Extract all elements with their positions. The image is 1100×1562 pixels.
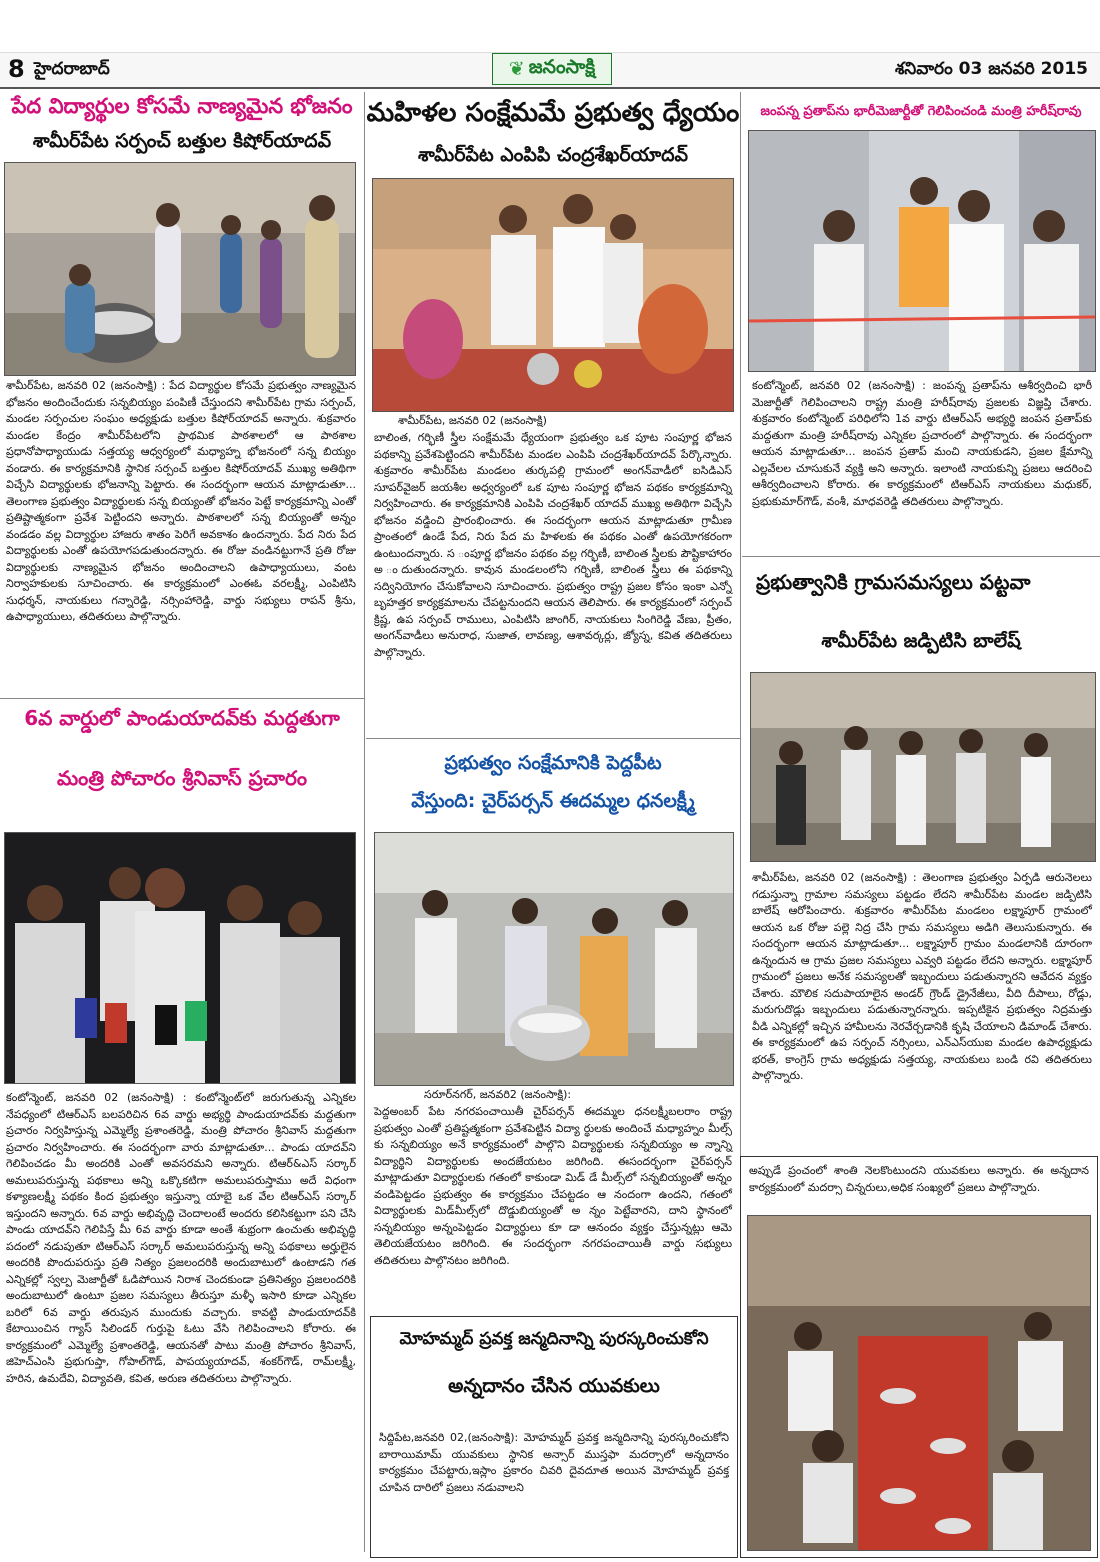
masthead: [0, 52, 1100, 89]
photo-school-meal: [4, 162, 356, 376]
article-body: శామీర్‌పేట, జనవరి 02 (జనంసాక్షి) : తెలంగాణ ప్రభుత్వం ఏర్పడి ఆరునెలలు గడుస్తున్నా గ్రామాల సమస్యలు పట్టడం లేదని శామీర్‌పేట మండల జడ్పిటిసి బాలేష్ ఆరోపించారు. శుక్రవారం శామీర్‌పేట మండలం లక్ష్మాపూర్ గ్రామంలో ఆయన ఒక రోజు పల్లె నిద్ర చేసి గ్రామ సమస్యలు అడిగి తెలుసుకున్నారు. ఈ సందర్భంగా ఆయన మాట్లాడుతూ... లక్ష్మాపూర్ గ్రామం మండలానికి దూరంగా ఉన్నందున ఆ గ్రామ ప్రజల సమస్యలు ఎవ్వరి పట్టడం లేదని అన్నారు. లక్ష్మాపూర్ గ్రామంలో ప్రజలు అనేక సమస్యలతో ఇబ్బందులు పడుతున్నారని ఆవేదన వ్యక్తం చేశారు. మౌలిక సదుపాయాలైన అండర్ గ్రౌండ్ డ్రైనేజీలు, వీది దీపాలు, రోడ్లు, మరుగుదొడ్లు ఇబ్బందులు పడుతున్నారన్నారు. ఇప్పటికైన ప్రభుత్వం నిద్రమత్తు వీడి ఎన్నికల్లో ఇచ్చిన హామీలను నెరవేర్చడానికి కృషి చేయాలని డిమాండ్ చేశారు. ఈ కార్యక్రమంలో ఉప సర్పంచ్ నర్సింలు, ఎన్ఎస్‌యుఐ మండల ఉపాధ్యక్షుడు భరత్, కాంగ్రెస్ గ్రామ అధ్యక్షుడు సత్తయ్య, నాయకులు బండి రవి తదితరులు పాల్గొన్నారు.: [752, 871, 1092, 1082]
edition-city: హైదరాబాద్: [34, 59, 110, 79]
photo-ribbon-cutting: [748, 130, 1096, 372]
story-box: [740, 1156, 1098, 1558]
article-body: సిద్దిపేట,జనవరి 02,(జనంసాక్షి): మోహమ్మద్ ప్రవక్త జన్మదినాన్ని పురస్కరించుకోని బారాయిమామ్ యువకులు స్థానిక అన్సార్ ముస్తఫా మదర్సాలో అన్నదానం కార్యక్రమం చేపట్టారు,ఇస్లాం ప్రకారం చివరి దైవదూత అయిన మోహమ్మద్ ప్రవక్త చూపిన దారిలో ప్రజలు నడువాలని: [379, 1431, 729, 1494]
subheadline: శామీర్‌పేట జడ్పిటిసి బాలేష్: [821, 630, 1021, 652]
photo-anganwadi-meal: [372, 178, 734, 412]
column-divider: [364, 92, 365, 1552]
article-body: బాలింత, గర్భిణీ స్త్రీల సంక్షేమమే ధ్యేయంగా ప్రభుత్వం ఒక పూట సంపూర్ణ భోజన పథకాన్ని ప్రవేశపెట్టిందని శామీర్‌పేట మండల ఎంపిపి చంద్రశేఖర్‌యాదవ్ పేర్కొన్నారు. శుక్రవారం శామీర్‌పేట మండలం తుర్కపల్లి గ్రామంలో అంగన్‌వాడీలో ఐసిడిఎస్ సూపర్‌వైజర్ జయశీల అధ్వర్యంలో ఒక పూట సంపూర్ణ భోజన పథకం కార్యక్రమాన్ని నిర్వహించారు. ఈ కార్యక్రమానికి ఎంపిపి చంద్రశేఖర్ యాదవ్ ముఖ్య అతిథిగా విచ్చేసి భోజనం వడ్డించి ప్రారంభించారు. ఈ సందర్భంగా ఆయన మాట్లాడుతూ గ్రామీణ ప్రాంతంలో ఉండే పేద, నిరు పేద మ హిళలకు ఈ పథకం ఎంతో ఉపయోగకరంగా ఉంటుందన్నారు. స ంపూర్ణ భోజనం పథకం వల్ల గర్భిణీ, బాలింత స్త్రీలకు పౌష్టికాహారం అ ందుతుందన్నారు. కావున మండలంలోని గర్భిణీ, బాలింత స్త్రీలు ఈ పథకాన్ని సద్వినియోగం చేసుకోవాలని సూచించారు. ప్రభుత్వం రాష్ట్ర ప్రజల కోసం ఇంకా ఎన్నో బృహత్తర కార్యక్రమాలను చేపట్టనుందని ఆయన తెలిపారు. ఈ కార్యక్రమంలో సర్పంచ్ క్రిష్ణ, ఉప సర్పంచ్ రాములు, ఎంపిటిసి జాంగిర్, నాయకులు సింగిరెడ్డి వేణు, ప్రీతం, అంగన్‌వాడీలు అనురాధ, సుజాత, లావణ్య, ఆశావర్కర్లు, జ్యోస్న, కవిత తదితరులు పాల్గొన్నారు.: [374, 431, 732, 659]
story-divider: [742, 556, 1100, 557]
headline: ప్రభుత్వం సంక్షేమానికి పెద్దపీట: [444, 752, 662, 774]
logo-text: జనంసాక్షి: [528, 55, 596, 78]
article-body: అప్పుడే ప్రంచంలో శాంతి నెలకొంటుందని యువకులు అన్నారు. ఈ అన్నదాన కార్యక్రమంలో మదర్సా చిన్నరులు,అధిక సంఖ్యలో ప్రజలు పాల్గొన్నారు.: [749, 1164, 1089, 1194]
subheadline: అన్నదానం చేసిన యువకులు: [448, 1375, 660, 1397]
subheadline: శామీర్‌పేట సర్పంచ్ బత్తుల కిషోర్‌యాదవ్: [32, 130, 332, 152]
headline: 6వ వార్డులో పాండుయాదవ్‌కు మద్దతుగా: [24, 706, 340, 730]
article-body: కంటోన్మెంట్, జనవరి 02 (జనంసాక్షి) : కంటోన్మెంట్‌లో జరుగుతున్న ఎన్నికల నేపధ్యంలో టిఆర్ఎస్ బలపరిచిన 6వ వార్డు అభ్యర్థి పాండుయాదవ్‌కు మద్దతుగా ప్రచారం నిర్వహిస్తున్న ఎమ్మెల్యే ప్రశాంతరెడ్డి, మంత్రి పోచారం శ్రీనివాస్ మద్దతుగా ప్రచారం నిర్వహించారు. ఈ సందర్భంగా వారు మాట్లాడుతూ... పాండు యాదవ్‌ని గెలిపించడం మీ అందరికి ఎంతో అవసరమని అన్నారు. టిఆర్&ఎస్ సర్కార్ అమలుపరుస్తున్న పథకాలు అన్ని ఒక్కొకటిగా అమలుపరుస్తాము అదే విధంగా కళ్యాణలక్ష్మీ పథకం కింద ప్రభుత్వం ఇస్తున్నా యాబై ఒక వేల టిఆర్ఎస్ సర్కార్ ఇస్తుందని అన్నారు. 6వ వార్డు అభివృద్ధి చెందాలంటే అందరు కలిసికట్టుగా పని చేసి పాండు యాదవ్‌ని గెలిపిస్తే మీ 6వ వార్డు కూడా అంతే శుభ్రంగా ఉంచుతు అభివృద్ధి పదంలో నడుపుతూ టిఆర్ఎస్ సర్కార్ అమలుపరుస్తున్న అన్ని పథకాలు అర్హులైన అందరికి పొందుపరుస్తు ప్రతి నిత్యం ప్రజలందరికి అందుబాటులో ఉంటాడని గత ఎన్నికల్లో స్వల్ప మెజార్టీతో ఓడిపోయిన నిరాశ చెందకుండా ప్రతినిత్యం ప్రజలందరికి అందుబాటులో ఉంటూ ప్రజల సమస్యలు తీరుస్తూ మళ్ళీ ఇసారి కూడా ఎన్నికల బరిలో 6వ వార్డు తరుపున ముందుకు వచ్చారు. కావట్టి పాండుయాదవ్‌కి కేటాయించిన గ్యాస్ సిలిండర్ గుర్తుపై ఓటు వేసి గెలిపించాలని కోరారు. ఈ కార్యక్రమంలో ఎమ్మెల్యే ప్రశాంతరెడ్డి, ఆయనతో పాటు మంత్రి పోచారం శ్రీనివాస్, జిహెచ్ఎంసి ప్రభుగుప్తా, గోపాల్‌గౌడ్, పాపయ్యయాదవ్, శంకర్‌గౌడ్, రామ్‌లక్ష్మీ, హరిన, ఉమదేవి, విద్యావతి, కవిత, అరుణ తదితరులు పాల్గొన్నారు.: [6, 1091, 356, 1385]
story-divider: [0, 698, 364, 699]
newspaper-logo: [492, 53, 612, 85]
story-box: [370, 1316, 738, 1558]
headline: వేస్తుంది: చైర్‌పర్సన్ ఈదమ్మల ధనలక్ష్మీ: [411, 790, 695, 812]
photo-caption: శామీర్‌పేట, జనవరి 02 (జనంసాక్షి): [398, 414, 547, 427]
article-body: శామీర్‌పేట, జనవరి 02 (జనంసాక్షి) : పేద విద్యార్థుల కోసమే ప్రభుత్వం నాణ్యమైన భోజనం అందించేందుకు సన్నబియ్యం పంపిణీ చేస్తుందని శామీర్‌పేట గ్రామ సర్పంచ్, మండల సర్పంచుల సంఘం అధ్యక్షుడు బత్తుల కిషోర్‌యాదవ్ అన్నారు. శుక్రవారం మండల కేంద్రం శామీర్‌పేటలోని ప్రాథమిక పాఠశాలలో ఆ పాఠశాల ప్రధానోపాధ్యాయుడు సత్తయ్య ఆధ్వర్యంలో మధ్యాహ్న భోజనంలో సన్న బియ్యం వండారు. ఈ కార్యక్రమానికి స్థానిక సర్పంచ్ బత్తుల కిషోర్‌యాదవ్ ముఖ్య అతిథిగా విచ్చేసి విద్యార్థులకు భోజనాన్ని పెట్టారు. ఈ సందర్భంగా ఆయన మాట్లాడుతూ... తెలంగాణ ప్రభుత్వం విద్యార్థులకు సన్న బియ్యంతో భోజనం పెట్టే కార్యక్రమాన్ని ఎంతో ప్రతిష్టాత్మకంగా ప్రవేశ పెట్టిందని అన్నారు. పాఠశాలలో సన్న బియ్యంతో అన్నం వండడం వల్ల విద్యార్థుల హాజరు శాతం పెరిగే అవకాశం ఉందన్నారు. పేద నిరు పేద విద్యార్థులకు ఎంతో ఉపయోగపడుతుందన్నారు. ఈ రోజు వండినట్టుగానే ప్రతి రోజు విద్యార్థులకు నాణ్యమైన భోజనం అందించాలని ఉపాధ్యాయులు, వంట నిర్వాహకులకు సూచించారు. ఈ కార్యక్రమంలో ఎంఈఓ వరలక్ష్మీ, ఎంపిటిసి సుధర్శన్, నాయకులు గన్నారెడ్డి, నర్సింహారెడ్డి, వార్డు సభ్యులు రాపన్ శ్రీను, ఉపాధ్యాయులు, తదితరులు పాల్గొన్నారు.: [6, 379, 356, 623]
headline: ప్రభుత్వానికి గ్రామసమస్యలు పట్టవా: [756, 570, 1031, 594]
headline: జంపన్న ప్రతాప్‌ను భారీమెజార్టీతో గెలిపించండి మంత్రి హరీష్‌రావు: [760, 104, 1082, 119]
photo-caption: సరూర్‌నగర్, జనవరి2 (జనంసాక్షి):: [424, 1088, 572, 1101]
headline: మోహమ్మద్ ప్రవక్త జన్మదినాన్ని పురస్కరించుకోని: [399, 1329, 709, 1349]
page-number: 8: [8, 55, 25, 83]
subheadline: శామీర్‌పేట ఎంపిపి చంద్రశేఖర్‌యాదవ్: [417, 144, 689, 166]
headline: పేద విద్యార్థుల కోసమే నాణ్యమైన భోజనం: [11, 94, 353, 118]
issue-date: శనివారం 03 జనవరి 2015: [894, 59, 1088, 79]
article-body: పెద్దఅంబర్ పేట నగరపంచాయితీ చైర్‌పర్సన్ ఈదమ్మల ధనలక్ష్మీబలరాం రాష్ట్ర ప్రభుత్వం ఎంతో ప్రతిష్టత్మకంగా ప్రవేశపెట్టిన విద్యా ర్థులకు అందించే మధ్యాహ్నం మీల్స్ కు సన్నబియ్యం అనే కార్యక్రమంలో పాల్గొని విద్యార్థులకు సన్నబియ్యం అ న్నాన్ని విద్యార్థిని విద్యార్థులకు అందజేయటం జరిగింది. ఈసందర్భంగా చైర్‌పర్సన్ మాట్లాడుతూ విద్యార్థులకు గతంలో కాకుండా మిడ్ డే మీల్స్‌లో సన్నబియ్యంతో అన్నం వండిపెట్టడం ప్రభుత్వం ఈ కార్యక్రమం చేపట్టడం ఆ నందంగా ఉందని, గతంలో విద్యార్థులకు మిడ్‌మీల్స్‌లో దొడ్డుబియ్యంతో అ న్నం పెట్టేవారని, దాని స్థానంలో సన్నబియ్యం అన్నంపెట్టడం విద్యార్థులు కూ డా ఆనందం వ్యక్తం చేస్తున్నట్లు ఆమె తెలియజేయటం జరిగింది. ఈ సందర్భంగా నగరపంచాయితీ వార్డు సభ్యులు తదితరులు పాల్గొనటం జరిగింది.: [374, 1105, 732, 1267]
photo-school-rice: [374, 832, 734, 1086]
photo-night-campaign: [4, 832, 356, 1084]
article-body: కంటోన్మెంట్, జనవరి 02 (జనంసాక్షి) : జంపన్న ప్రతాప్‌ను ఆశీర్వదించి భారీ మెజార్టీతో గెలిపించాలని రాష్ట్ర మంత్రి హరీష్‌రావు ప్రజలకు విజ్ఞప్తి చేశారు. శుక్రవారం కంటోన్మెంట్ పరిధిలోని 1వ వార్డు టిఆర్ఎస్ అభ్యర్థి జంపన ప్రతాప్‌కు మద్దతుగా మంత్రి హరీష్‌రావు ఎన్నికల ప్రచారంలో పాల్గొన్నారు. ఈ సందర్భంగా ఆయన మాట్లాడుతూ... జంపన ప్రతాప్ మంచి నాయకుడని, ప్రజల క్షేమాన్ని ఎల్లవేలల చూసుకునే వ్యక్తి అని అన్నారు. ఇలాంటి నాయకున్ని ప్రజలు ఆదరించి ఆశీర్వదించాలని కోరారు. ఈ కార్యక్రమంలో టిఆర్ఎస్ నాయకులు మధుకర్, ప్రభుకుమార్‌గౌడ్, వంశీ, మాధవరెడ్డి తదితరులు పాల్గొన్నారు.: [752, 379, 1092, 508]
logo-leaf-icon: ❦: [508, 58, 525, 80]
story-divider: [366, 738, 740, 739]
photo-village-visit: [750, 672, 1096, 862]
headline: మహిళల సంక్షేమమే ప్రభుత్వ ధ్యేయం: [366, 98, 740, 128]
photo-annadanam: [747, 1215, 1091, 1551]
headline: మంత్రి పోచారం శ్రీనివాస్ ప్రచారం: [57, 766, 307, 790]
